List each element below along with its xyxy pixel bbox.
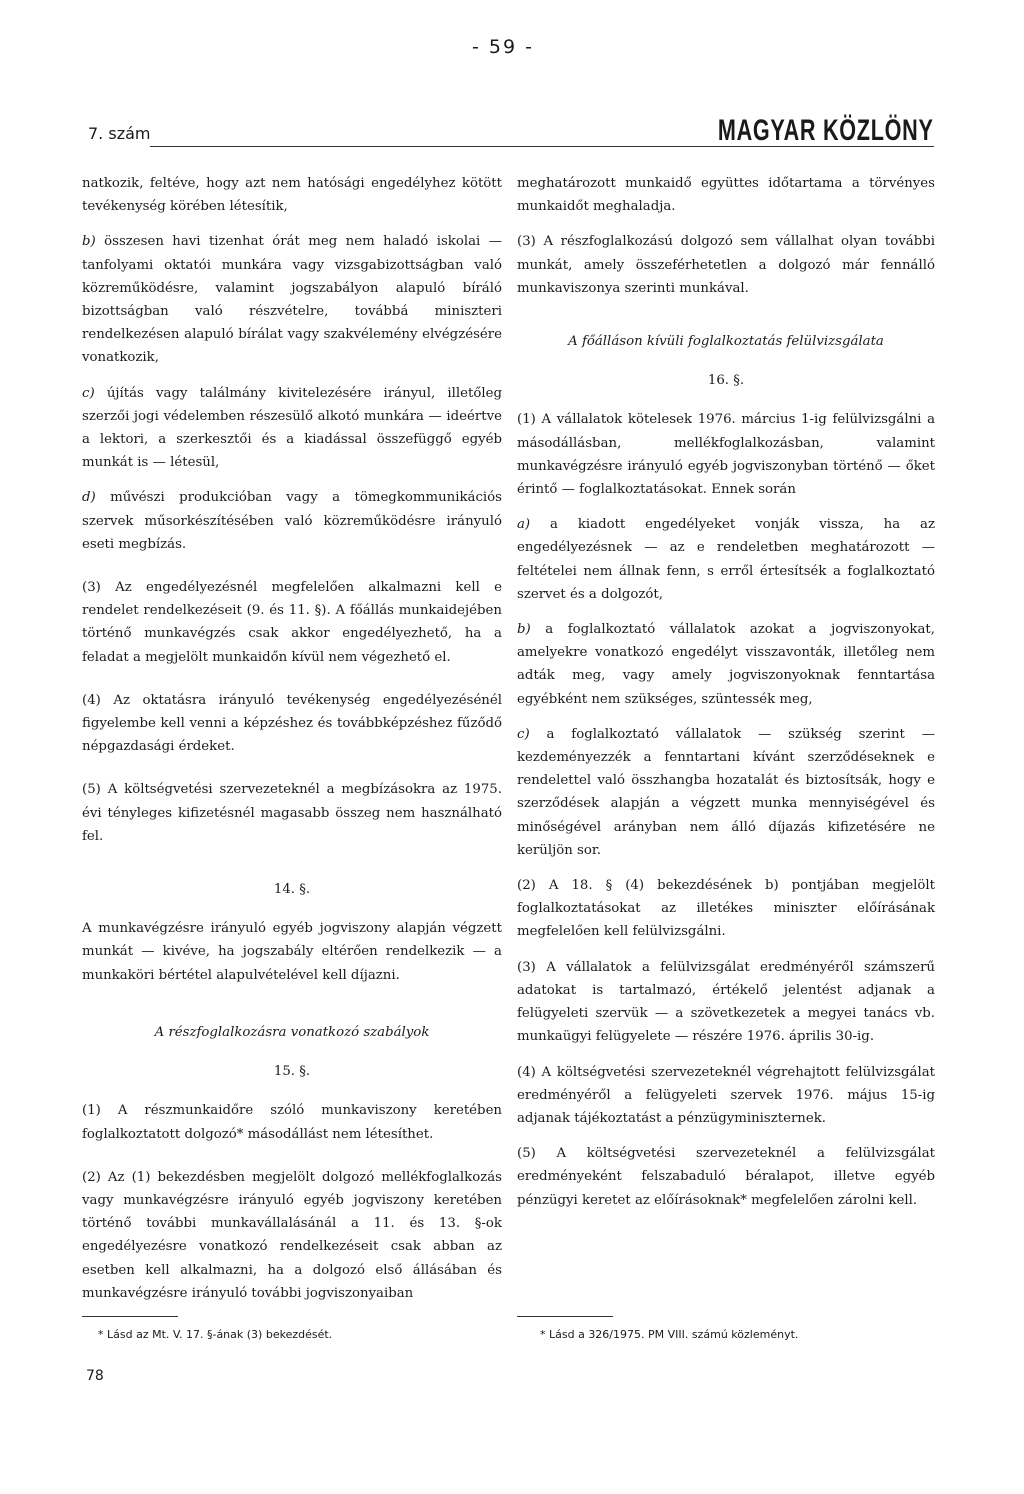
paragraph xyxy=(82,230,502,369)
page-number: - 59 - xyxy=(472,36,534,58)
section-heading: A főálláson kívüli foglalkoztatás felülvizsgálata xyxy=(568,334,884,350)
right-column xyxy=(517,172,935,1224)
footnote-left: * Lásd az Mt. V. 17. §-ának (3) bekezdését. xyxy=(98,1328,333,1341)
paragraph: (2) A 18. § (4) bekezdésének b) pontjában megjelölt foglalkoztatásokat az illetékes miniszter előírásának megfelelően kell felülvizsgálni. xyxy=(517,878,935,940)
paragraph xyxy=(82,486,502,556)
paragraph: meghatározott munkaidő együttes időtartama a törvényes munkaidőt meghaladja. xyxy=(517,176,935,215)
section-number: 16. §. xyxy=(707,373,745,389)
paragraph-text: a foglalkoztató vállalatok azokat a jogviszonyokat, amelyekre vonatkozó engedélyt visszavonták, illetőleg nem adták meg, vagy amely jogviszonyoknak fenntartása egyébként nem szükséges, szüntessék meg, xyxy=(517,622,935,707)
paragraph-text: a kiadott engedélyeket vonják vissza, ha az engedélyezésnek — az e rendeletben meghatározott — feltételei nem állnak fenn, s erről értesítsék a foglalkoztató szervet és a dolgozót, xyxy=(517,517,935,602)
section-number: 15. §. xyxy=(273,1064,311,1080)
paragraph xyxy=(517,618,935,711)
paragraph xyxy=(517,723,935,862)
point-label: c) xyxy=(82,385,95,401)
paragraph: (5) A költségvetési szervezeteknél a felülvizsgálat eredményeként felszabaduló béralapot, illetve egyéb pénzügyi keretet az előírásoknak* megfelelően zárolni kell. xyxy=(517,1146,935,1208)
paragraph: natkozik, feltéve, hogy azt nem hatósági engedélyhez kötött tevékenység körében létesítik, xyxy=(82,176,502,215)
issue-number: 7. szám xyxy=(88,124,151,143)
section-number: 14. §. xyxy=(273,882,311,898)
paragraph: (3) A vállalatok a felülvizsgálat eredményéről számszerű adatokat is tartalmazó, értékelő jelentést adjanak a felügyeleti szervük — a szövetkezetek a megyei tanács vb. munkaügyi felügyelete — részére 1976. április 30-ig. xyxy=(517,959,935,1045)
point-label: b) xyxy=(517,622,531,638)
point-label: a) xyxy=(517,517,531,533)
journal-title: MAGYAR KÖZLÖNY xyxy=(718,114,934,147)
point-label: d) xyxy=(82,490,96,506)
paragraph-text: művészi produkcióban vagy a tömegkommunikációs szervek műsorkészítésében való közreműködésre irányuló eseti megbízás. xyxy=(82,490,502,552)
paragraph: A munkavégzésre irányuló egyéb jogviszony alapján végzett munkát — kivéve, ha jogszabály eltérően rendelkezik — a munkaköri bértétel alapulvételével kell díjazni. xyxy=(82,921,502,983)
left-column xyxy=(82,172,502,1317)
paragraph: (1) A vállalatok kötelesek 1976. március 1-ig felülvizsgálni a másodállásban, mellékfoglalkozásban, valamint munkavégzésre irányuló egyéb jogviszonyban történő — őket érintő — foglalkoztatásokat. Ennek során xyxy=(517,412,935,498)
paragraph: (4) A költségvetési szervezeteknél végrehajtott felülvizsgálat eredményéről a felügyeleti szervek 1976. május 15-ig adjanak tájékoztatást a pénzügyminiszternek. xyxy=(517,1064,935,1126)
footnote-rule xyxy=(82,1316,178,1317)
header-rule xyxy=(150,146,934,147)
paragraph: (4) Az oktatásra irányuló tevékenység engedélyezésénél figyelembe kell venni a képzéshez és továbbképzéshez fűződő népgazdasági érdeket. xyxy=(82,692,502,755)
paragraph-text: újítás vagy találmány kivitelezésére irányul, illetőleg szerzői jogi védelemben részesülő alkotó munkára — ideértve a lektori, a szerkesztői és a kiadással összefüggő egyéb munkát is — létesül, xyxy=(82,385,502,471)
paragraph-text: a foglalkoztató vállalatok — szükség szerint — kezdeményezzék a fenntartani kívánt szerződéseknek e rendelettel való összhangba hozatalát és biztosítsák, hogy e szerződések alapján a végzett munka mennyiségével és minőségével arányban nem álló díjazás kifizetésére ne kerüljön sor. xyxy=(517,726,935,858)
paragraph: (3) A részfoglalkozású dolgozó sem vállalhat olyan további munkát, amely összeférhetetlen a dolgozó már fennálló munkaviszonya szerinti munkával. xyxy=(517,234,935,296)
paragraph: (3) Az engedélyezésnél megfelelően alkalmazni kell e rendelet rendelkezéseit (9. és 11. §). A főállás munkaidejében történő munkavégzés csak akkor engedélyezhető, ha a feladat a megjelölt munkaidőn kívül nem végezhető el. xyxy=(82,580,502,665)
paragraph: (1) A részmunkaidőre szóló munkaviszony keretében foglalkoztatott dolgozó* másodállást nem létesíthet. xyxy=(82,1103,502,1142)
paragraph-text: összesen havi tizenhat órát meg nem haladó iskolai — tanfolyami oktatói munkára vagy vizsgabizottságban való közreműködésre, valamint jogszabályon alapuló bíráló bizottságban való részvételre, továbbá miniszteri rendelkezésen alapuló bírálat vagy szakvélemény elvégzésére vonatkozik, xyxy=(82,234,502,366)
point-label: b) xyxy=(82,234,96,250)
paragraph xyxy=(82,382,502,475)
section-heading: A részfoglalkozásra vonatkozó szabályok xyxy=(154,1024,430,1040)
folio-number: 78 xyxy=(86,1368,104,1384)
point-label: c) xyxy=(517,726,530,742)
paragraph: (2) Az (1) bekezdésben megjelölt dolgozó mellékfoglalkozás vagy munkavégzésre irányuló egyéb jogviszony keretében történő további munkavállalásánál a 11. és 13. §-ok engedélyezésre vonatkozó rendelkezéseit csak abban az esetben kell alkalmazni, ha a dolgozó első állásában és munkavégzésre irányuló további jogviszonyaiban xyxy=(82,1169,502,1301)
footnote-right: * Lásd a 326/1975. PM VIII. számú közleményt. xyxy=(540,1328,799,1341)
paragraph: (5) A költségvetési szervezeteknél a megbízásokra az 1975. évi tényleges kifizetésnél magasabb összeg nem használható fel. xyxy=(82,782,502,844)
paragraph xyxy=(517,513,935,606)
footnote-rule xyxy=(517,1316,613,1317)
